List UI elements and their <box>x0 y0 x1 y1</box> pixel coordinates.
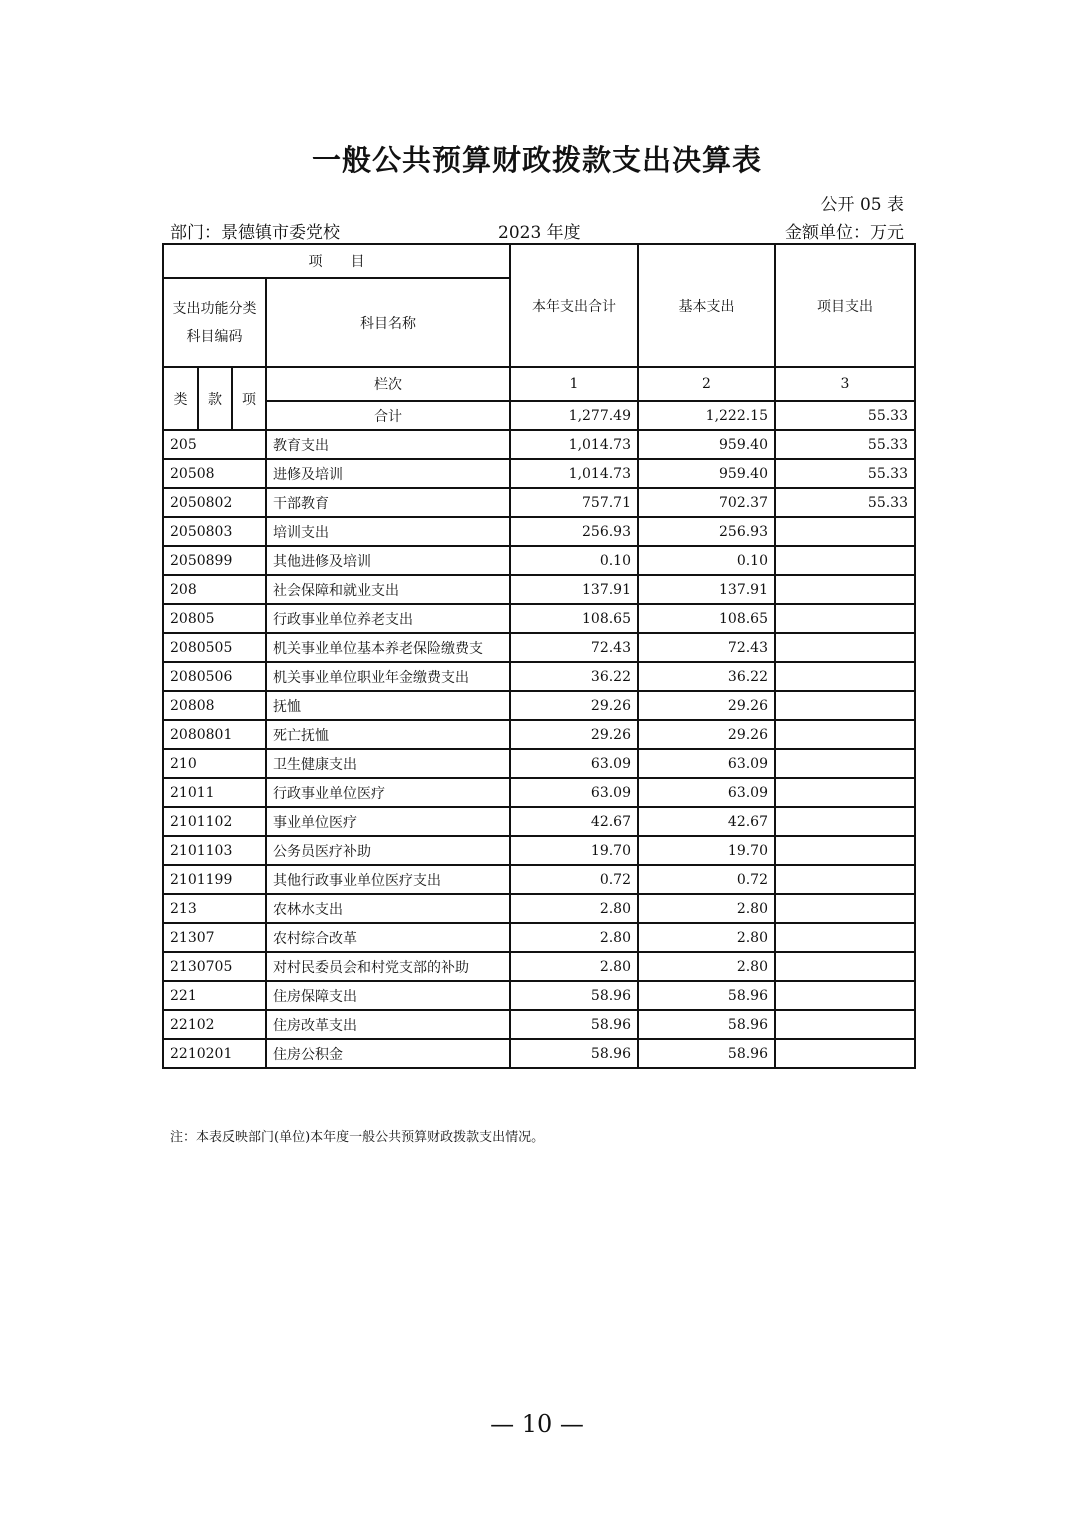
row-basic: 959.40 <box>638 459 775 488</box>
table-note: 注：本表反映部门(单位)本年度一般公共预算财政拨款支出情况。 <box>170 1130 545 1145</box>
row-basic: 42.67 <box>638 807 775 836</box>
row-code: 21307 <box>163 923 266 952</box>
row-subject-name: 社会保障和就业支出 <box>266 575 510 604</box>
row-basic: 63.09 <box>638 749 775 778</box>
row-subject-name: 农林水支出 <box>266 894 510 923</box>
row-subject-name: 住房改革支出 <box>266 1010 510 1039</box>
table-row <box>163 691 915 720</box>
row-subject-name: 其他进修及培训 <box>266 546 510 575</box>
table-row <box>163 488 915 517</box>
header-col-1: 1 <box>510 367 638 401</box>
row-code: 2101199 <box>163 865 266 894</box>
table-row <box>163 662 915 691</box>
row-code: 20508 <box>163 459 266 488</box>
row-project <box>775 778 915 807</box>
row-project <box>775 575 915 604</box>
row-subject-name: 农村综合改革 <box>266 923 510 952</box>
row-basic: 2.80 <box>638 923 775 952</box>
row-subject-name: 事业单位医疗 <box>266 807 510 836</box>
row-project <box>775 604 915 633</box>
row-basic: 58.96 <box>638 981 775 1010</box>
row-total: 72.43 <box>510 633 638 662</box>
row-total: 29.26 <box>510 691 638 720</box>
header-col-2: 2 <box>638 367 775 401</box>
table-row <box>163 430 915 459</box>
row-subject-name: 进修及培训 <box>266 459 510 488</box>
department-label: 部门：景德镇市委党校 <box>170 223 340 243</box>
row-total: 0.72 <box>510 865 638 894</box>
header-project: 项目支出 <box>775 244 915 367</box>
total-row-project: 55.33 <box>775 401 915 430</box>
row-project <box>775 662 915 691</box>
row-code: 2050899 <box>163 546 266 575</box>
expenditure-table <box>162 243 916 1069</box>
row-basic: 63.09 <box>638 778 775 807</box>
row-total: 2.80 <box>510 923 638 952</box>
row-total: 63.09 <box>510 778 638 807</box>
row-total: 1,014.73 <box>510 459 638 488</box>
row-subject-name: 培训支出 <box>266 517 510 546</box>
row-code: 208 <box>163 575 266 604</box>
page-title: 一般公共预算财政拨款支出决算表 <box>311 143 762 177</box>
row-subject-name: 机关事业单位基本养老保险缴费支 <box>266 633 510 662</box>
row-code: 2130705 <box>163 952 266 981</box>
row-total: 2.80 <box>510 894 638 923</box>
row-project <box>775 894 915 923</box>
row-basic: 2.80 <box>638 952 775 981</box>
row-basic: 19.70 <box>638 836 775 865</box>
amount-unit-label: 金额单位：万元 <box>785 223 904 243</box>
row-total: 137.91 <box>510 575 638 604</box>
row-total: 42.67 <box>510 807 638 836</box>
total-row-basic: 1,222.15 <box>638 401 775 430</box>
row-project <box>775 749 915 778</box>
header-lei: 类 <box>163 367 198 430</box>
header-kuan: 款 <box>198 367 232 430</box>
row-total: 36.22 <box>510 662 638 691</box>
row-basic: 58.96 <box>638 1010 775 1039</box>
row-basic: 29.26 <box>638 720 775 749</box>
row-subject-name: 其他行政事业单位医疗支出 <box>266 865 510 894</box>
row-subject-name: 住房保障支出 <box>266 981 510 1010</box>
table-row <box>163 923 915 952</box>
row-total: 63.09 <box>510 749 638 778</box>
row-subject-name: 抚恤 <box>266 691 510 720</box>
fiscal-year-label: 2023 年度 <box>498 223 581 243</box>
row-project <box>775 981 915 1010</box>
row-project <box>775 691 915 720</box>
table-row <box>163 981 915 1010</box>
row-code: 22102 <box>163 1010 266 1039</box>
row-project <box>775 546 915 575</box>
row-basic: 0.72 <box>638 865 775 894</box>
header-xiang: 项 <box>232 367 266 430</box>
row-basic: 137.91 <box>638 575 775 604</box>
row-subject-name: 行政事业单位医疗 <box>266 778 510 807</box>
row-subject-name: 卫生健康支出 <box>266 749 510 778</box>
table-row <box>163 1010 915 1039</box>
row-basic: 72.43 <box>638 633 775 662</box>
row-project <box>775 517 915 546</box>
row-basic: 108.65 <box>638 604 775 633</box>
table-row <box>163 546 915 575</box>
row-total: 0.10 <box>510 546 638 575</box>
table-row <box>163 778 915 807</box>
row-total: 58.96 <box>510 981 638 1010</box>
row-project <box>775 807 915 836</box>
table-row <box>163 894 915 923</box>
row-total: 58.96 <box>510 1010 638 1039</box>
row-total: 757.71 <box>510 488 638 517</box>
row-project <box>775 836 915 865</box>
row-code: 2210201 <box>163 1039 266 1068</box>
row-code: 2080505 <box>163 633 266 662</box>
table-row <box>163 633 915 662</box>
row-code: 2101103 <box>163 836 266 865</box>
row-total: 58.96 <box>510 1039 638 1068</box>
row-code: 221 <box>163 981 266 1010</box>
form-number: 公开 05 表 <box>820 195 904 215</box>
table-row <box>163 517 915 546</box>
row-project <box>775 1039 915 1068</box>
row-code: 2101102 <box>163 807 266 836</box>
page-number: — 10 — <box>490 1410 584 1438</box>
row-subject-name: 住房公积金 <box>266 1039 510 1068</box>
row-project <box>775 633 915 662</box>
row-total: 1,014.73 <box>510 430 638 459</box>
row-project <box>775 865 915 894</box>
table-row <box>163 749 915 778</box>
row-code: 2080506 <box>163 662 266 691</box>
table-row <box>163 836 915 865</box>
row-total: 19.70 <box>510 836 638 865</box>
row-subject-name: 对村民委员会和村党支部的补助 <box>266 952 510 981</box>
row-code: 2050803 <box>163 517 266 546</box>
table-row <box>163 459 915 488</box>
row-project: 55.33 <box>775 430 915 459</box>
row-subject-name: 死亡抚恤 <box>266 720 510 749</box>
row-project <box>775 952 915 981</box>
header-col-3: 3 <box>775 367 915 401</box>
row-project: 55.33 <box>775 488 915 517</box>
row-basic: 36.22 <box>638 662 775 691</box>
row-basic: 2.80 <box>638 894 775 923</box>
row-subject-name: 干部教育 <box>266 488 510 517</box>
header-total: 本年支出合计 <box>510 244 638 367</box>
row-total: 256.93 <box>510 517 638 546</box>
total-row-label: 合计 <box>266 401 510 430</box>
table-row <box>163 604 915 633</box>
header-function-code: 支出功能分类科目编码 <box>163 278 266 367</box>
header-basic: 基本支出 <box>638 244 775 367</box>
row-basic: 702.37 <box>638 488 775 517</box>
row-total: 29.26 <box>510 720 638 749</box>
row-total: 108.65 <box>510 604 638 633</box>
row-basic: 256.93 <box>638 517 775 546</box>
table-row <box>163 575 915 604</box>
table-row <box>163 865 915 894</box>
row-total: 2.80 <box>510 952 638 981</box>
row-code: 20805 <box>163 604 266 633</box>
row-subject-name: 公务员医疗补助 <box>266 836 510 865</box>
table-row <box>163 720 915 749</box>
table-row <box>163 807 915 836</box>
row-subject-name: 机关事业单位职业年金缴费支出 <box>266 662 510 691</box>
row-subject-name: 行政事业单位养老支出 <box>266 604 510 633</box>
row-project <box>775 1010 915 1039</box>
row-code: 21011 <box>163 778 266 807</box>
row-basic: 0.10 <box>638 546 775 575</box>
row-code: 2080801 <box>163 720 266 749</box>
row-project <box>775 720 915 749</box>
row-project: 55.33 <box>775 459 915 488</box>
row-subject-name: 教育支出 <box>266 430 510 459</box>
row-code: 20808 <box>163 691 266 720</box>
row-basic: 29.26 <box>638 691 775 720</box>
header-column-row: 栏次 <box>266 367 510 401</box>
total-row-total: 1,277.49 <box>510 401 638 430</box>
row-code: 213 <box>163 894 266 923</box>
header-subject-name: 科目名称 <box>266 278 510 367</box>
row-basic: 959.40 <box>638 430 775 459</box>
table-row <box>163 952 915 981</box>
row-code: 210 <box>163 749 266 778</box>
row-code: 205 <box>163 430 266 459</box>
table-row <box>163 1039 915 1068</box>
header-item: 项 目 <box>163 244 510 278</box>
row-code: 2050802 <box>163 488 266 517</box>
row-project <box>775 923 915 952</box>
row-basic: 58.96 <box>638 1039 775 1068</box>
